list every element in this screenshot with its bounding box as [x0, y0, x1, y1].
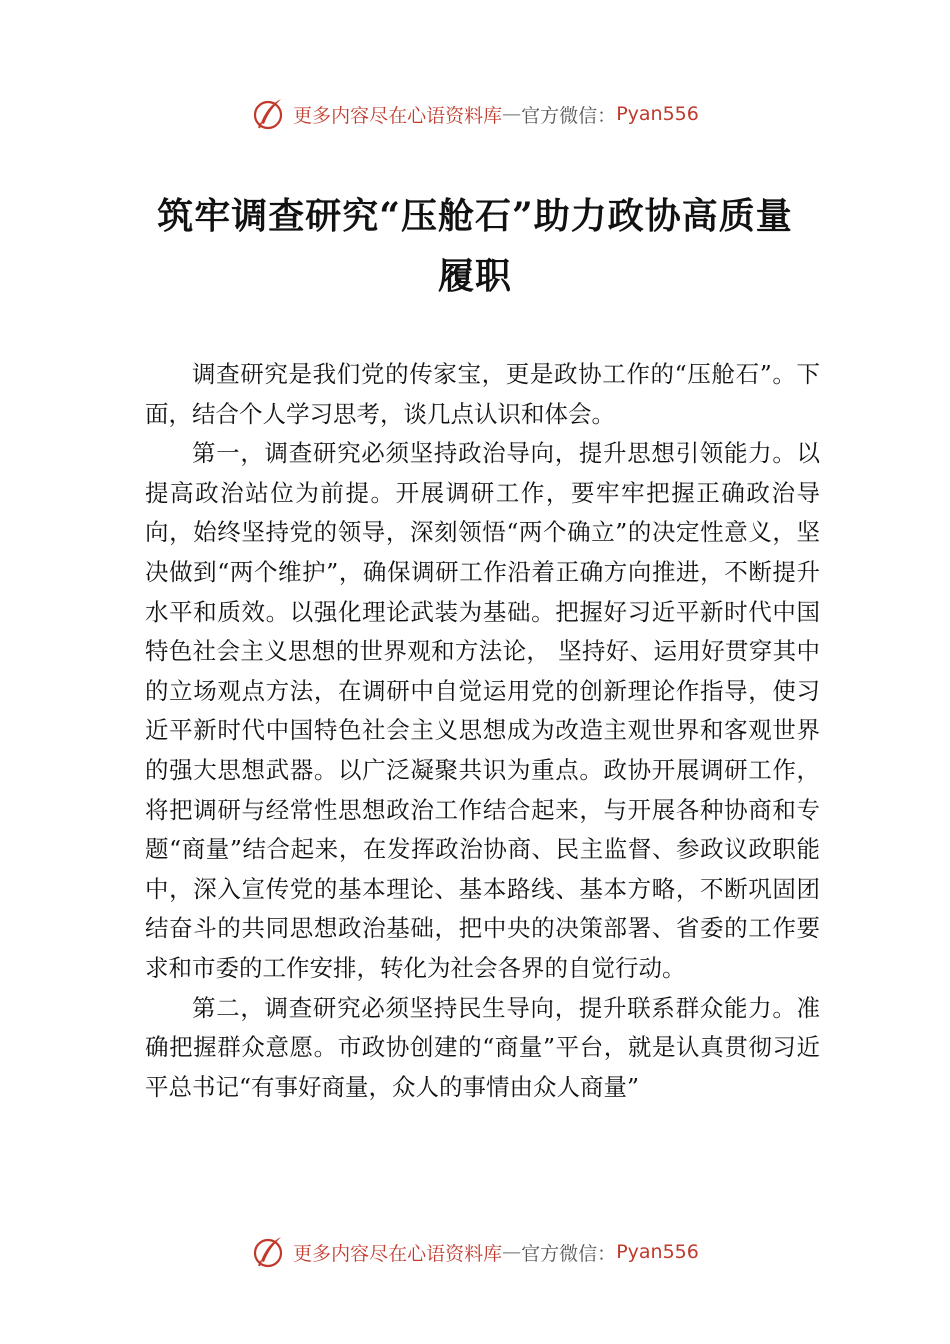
quill-pen-circle-icon — [251, 1234, 287, 1270]
header-watermark-banner — [0, 94, 950, 134]
banner-site-name: 更多内容尽在心语资料库 — [293, 1242, 503, 1265]
document-title: 筑牢调查研究“压舱石”助力政协高质量履职 — [157, 195, 793, 297]
paragraph-second-point: 第二，调查研究必须坚持民生导向，提升联系群众能力。准确把握群众意愿。市政协创建的“商量”平台，就是认真贯彻习近平总书记“有事好商量，众人的事情由众人商量” — [145, 993, 820, 1101]
paragraph-intro: 调查研究是我们党的传家宝，更是政协工作的“压舱石”。下面，结合个人学习思考，谈几点认识和体会。 — [145, 360, 820, 428]
banner-wechat-id: Pyan556 — [616, 103, 699, 125]
banner-wechat-id: Pyan556 — [616, 1241, 699, 1263]
paragraph-first-point: 第一，调查研究必须坚持政治导向，提升思想引领能力。以提高政治站位为前提。开展调研工作，要牢牢把握正确政治导向，始终坚持党的领导，深刻领悟“两个确立”的决定性意义，坚决做到“两个维护”，确保调研工作沿着正确方向推进，不断提升水平和质效。以强化理论武装为基础。把握好习近平新时代中国特色社会主义思想的世界观和方法论， 坚持好、运用好贯穿其中的立场观点方法，在调研中自觉运用党的创新理论作指导，使习近平新时代中国特色社会主义思想成为改造主观世界和客观世界的强大思想武器。以广泛凝聚共识为重点。政协开展调研工作，将把调研与经常性思想政治工作结合起来，与开展各种协商和专题“商量”结合起来，在发挥政治协商、民主监督、参政议政职能中，深入宣传党的基本理论、基本路线、基本方略，不断巩固团结奋斗的共同思想政治基础，把中央的决策部署、省委的工作要求和市委的工作安排，转化为社会各界的自觉行动。 — [145, 439, 820, 982]
quill-pen-circle-icon — [251, 96, 287, 132]
document-body — [145, 355, 820, 1107]
banner-site-name: 更多内容尽在心语资料库 — [293, 104, 503, 127]
footer-watermark-banner — [0, 1232, 950, 1272]
banner-separator: — — [502, 1241, 522, 1263]
banner-wechat-label: 官方微信： — [521, 104, 617, 127]
banner-wechat-label: 官方微信： — [521, 1242, 617, 1265]
banner-separator: — — [502, 103, 522, 125]
